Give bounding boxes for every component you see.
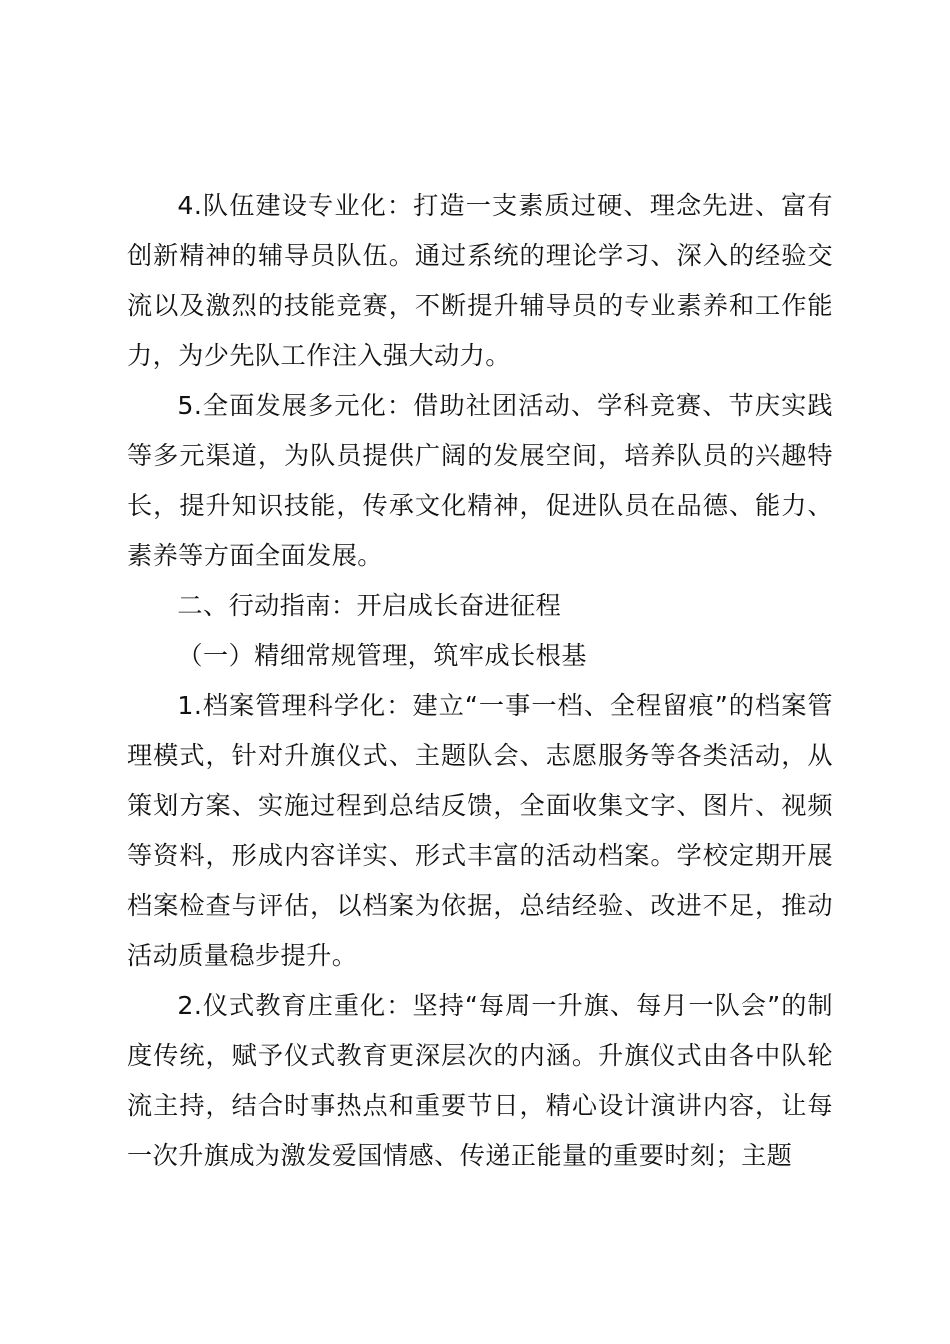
paragraph-ceremony-education: 2.仪式教育庄重化：坚持“每周一升旗、每月一队会”的制度传统，赋予仪式教育更深层次的内涵。升旗仪式由各中队轮流主持，结合时事热点和重要节日，精心设计演讲内容，让每一次升旗成为激发爱国情感、传递正能量的重要时刻；主题 [127,991,833,1170]
document-body [127,181,833,1181]
paragraph-team-building: 4.队伍建设专业化：打造一支素质过硬、理念先进、富有创新精神的辅导员队伍。通过系统的理论学习、深入的经验交流以及激烈的技能竞赛，不断提升辅导员的专业素养和工作能力，为少先队工作注入强大动力。 [127,191,833,370]
paragraph-all-round-development: 5.全面发展多元化：借助社团活动、学科竞赛、节庆实践等多元渠道，为队员提供广阔的发展空间，培养队员的兴趣特长，提升知识技能，传承文化精神，促进队员在品德、能力、素养等方面全面发展。 [127,391,833,570]
section-heading-action-guide: 二、行动指南：开启成长奋进征程 [177,591,562,620]
paragraph-archive-management: 1.档案管理科学化：建立“一事一档、全程留痕”的档案管理模式，针对升旗仪式、主题队会、志愿服务等各类活动，从策划方案、实施过程到总结反馈，全面收集文字、图片、视频等资料，形成内容详实、形式丰富的活动档案。学校定期开展档案检查与评估，以档案为依据，总结经验、改进不足，推动活动质量稳步提升。 [127,691,833,970]
subsection-heading-routine-management: （一）精细常规管理，筑牢成长根基 [177,641,587,670]
